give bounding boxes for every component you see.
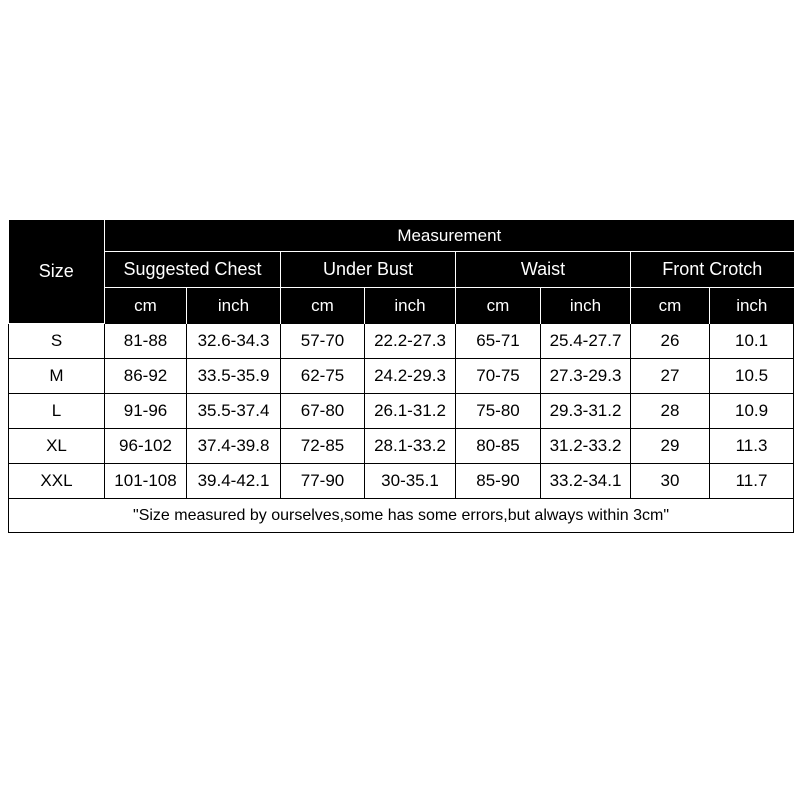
table-cell: 27: [631, 359, 710, 394]
table-cell: 67-80: [281, 394, 365, 429]
table-cell: 91-96: [105, 394, 187, 429]
table-cell: 10.1: [710, 324, 794, 359]
group-header-waist: Waist: [456, 252, 631, 288]
table-cell: 35.5-37.4: [187, 394, 281, 429]
table-cell: 65-71: [456, 324, 541, 359]
group-header-under-bust: Under Bust: [281, 252, 456, 288]
table-cell: 85-90: [456, 464, 541, 499]
table-cell: 33.5-35.9: [187, 359, 281, 394]
table-cell: 26.1-31.2: [365, 394, 456, 429]
table-cell: 24.2-29.3: [365, 359, 456, 394]
unit-header-inch: inch: [187, 288, 281, 324]
table-cell: 81-88: [105, 324, 187, 359]
table-cell: 29: [631, 429, 710, 464]
unit-header-inch: inch: [365, 288, 456, 324]
table-row: [9, 394, 794, 429]
table-cell: 30: [631, 464, 710, 499]
group-header-suggested-chest: Suggested Chest: [105, 252, 281, 288]
table-cell: 30-35.1: [365, 464, 456, 499]
table-body: [9, 324, 794, 533]
table-row: [9, 464, 794, 499]
size-label: L: [9, 394, 105, 429]
table-cell: 75-80: [456, 394, 541, 429]
table-row: [9, 324, 794, 359]
unit-header-inch: inch: [710, 288, 794, 324]
note-row: [9, 499, 794, 533]
size-label: M: [9, 359, 105, 394]
table-cell: 80-85: [456, 429, 541, 464]
table-cell: 10.5: [710, 359, 794, 394]
table-cell: 86-92: [105, 359, 187, 394]
unit-header-inch: inch: [541, 288, 631, 324]
unit-header-cm: cm: [631, 288, 710, 324]
unit-header-cm: cm: [105, 288, 187, 324]
table-cell: 11.3: [710, 429, 794, 464]
group-header-front-crotch: Front Crotch: [631, 252, 794, 288]
table-cell: 101-108: [105, 464, 187, 499]
size-label: XXL: [9, 464, 105, 499]
table-cell: 27.3-29.3: [541, 359, 631, 394]
table-cell: 26: [631, 324, 710, 359]
size-label: XL: [9, 429, 105, 464]
measurement-note: "Size measured by ourselves,some has some errors,but always within 3cm": [9, 499, 794, 533]
table-cell: 10.9: [710, 394, 794, 429]
table-cell: 25.4-27.7: [541, 324, 631, 359]
table-row: [9, 359, 794, 394]
table-cell: 28.1-33.2: [365, 429, 456, 464]
table-cell: 72-85: [281, 429, 365, 464]
table-cell: 11.7: [710, 464, 794, 499]
unit-header-cm: cm: [456, 288, 541, 324]
table-cell: 29.3-31.2: [541, 394, 631, 429]
table-cell: 31.2-33.2: [541, 429, 631, 464]
table-cell: 32.6-34.3: [187, 324, 281, 359]
table-cell: 96-102: [105, 429, 187, 464]
size-column-header: Size: [9, 220, 105, 324]
table-cell: 77-90: [281, 464, 365, 499]
table-header: [9, 220, 794, 324]
table-cell: 37.4-39.8: [187, 429, 281, 464]
table-cell: 57-70: [281, 324, 365, 359]
table-cell: 39.4-42.1: [187, 464, 281, 499]
table-cell: 28: [631, 394, 710, 429]
table-cell: 33.2-34.1: [541, 464, 631, 499]
measurement-header: Measurement: [105, 220, 794, 252]
size-label: S: [9, 324, 105, 359]
size-chart-table: [8, 220, 794, 533]
table-cell: 70-75: [456, 359, 541, 394]
table-row: [9, 429, 794, 464]
table-cell: 22.2-27.3: [365, 324, 456, 359]
table-cell: 62-75: [281, 359, 365, 394]
unit-header-cm: cm: [281, 288, 365, 324]
